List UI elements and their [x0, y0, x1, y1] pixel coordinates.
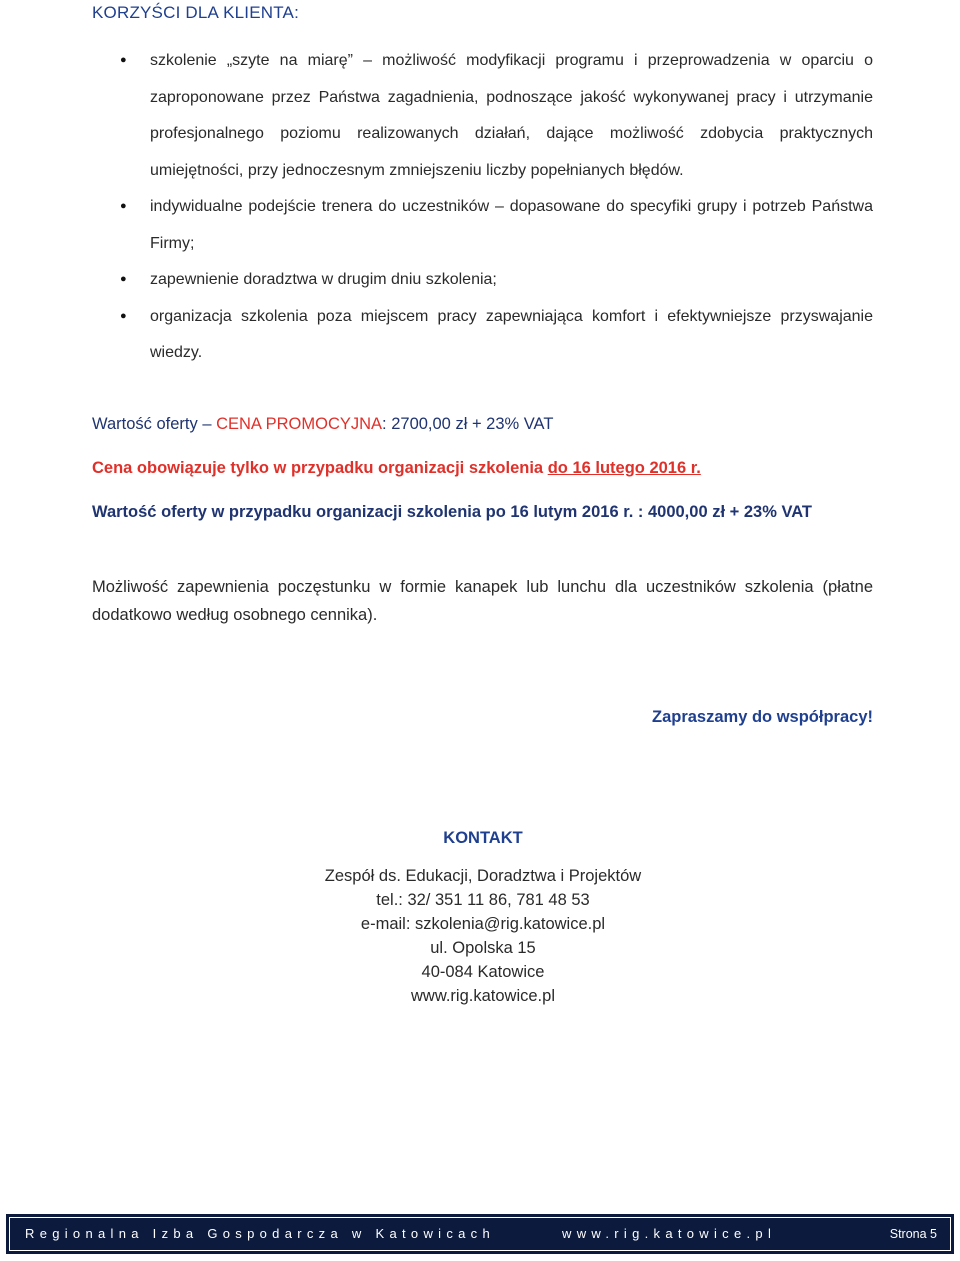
bullet-icon: ●: [120, 54, 127, 66]
list-item: [0, 43, 960, 189]
list-item: [0, 189, 960, 262]
contact-city: 40-084 Katowice: [421, 963, 545, 981]
contact-street: ul. Opolska 15: [430, 939, 536, 957]
list-item: [0, 262, 960, 299]
promo-label: CENA PROMOCYJNA: [216, 415, 383, 433]
footer-page-number: Strona 5: [889, 1227, 937, 1241]
page-footer: [6, 1214, 954, 1254]
catering-note: Możliwość zapewnienia poczęstunku w formie kanapek lub lunchu dla uczestników szkolenia (płatne dodatkowo według osobnego cennika).: [92, 578, 873, 624]
benefit-text: szkolenie „szyte na miarę” – możliwość modyfikacji programu i przeprowadzenia w oparciu o zaproponowane przez Państwa zagadnienia, podnoszące jakość wykonywanej pracy i utrzymanie profesjonalnego poziomu realizowanych działań, dające możliwość zdobycia praktycznych umiejętności, przy jednoczesnym zmniejszeniu liczby popełnianych błędów.: [150, 52, 873, 179]
contact-title: KONTAKT: [443, 829, 523, 847]
contact-team: Zespół ds. Edukacji, Doradztwa i Projektów: [324, 867, 642, 885]
contact-website: www.rig.katowice.pl: [411, 987, 555, 1005]
benefit-text: zapewnienie doradztwa w drugim dniu szkolenia;: [150, 271, 497, 288]
contact-email: e-mail: szkolenia@rig.katowice.pl: [360, 915, 606, 933]
offer-price: : 2700,00 zł + 23% VAT: [382, 415, 554, 433]
bullet-icon: ●: [120, 273, 127, 285]
offer-validity: [92, 459, 882, 478]
footer-website: www.rig.katowice.pl: [562, 1226, 777, 1241]
bullet-icon: ●: [120, 309, 127, 322]
footer-org: Regionalna Izba Gospodarcza w Katowicach: [25, 1226, 495, 1241]
contact-phone: tel.: 32/ 351 11 86, 781 48 53: [376, 891, 590, 909]
offer-after-deadline: Wartość oferty w przypadku organizacji szkolenia po 16 lutym 2016 r. : 4000,00 zł + 23% VAT: [92, 503, 812, 521]
contact-section: [0, 829, 960, 1008]
validity-prefix: Cena obowiązuje tylko w przypadku organizacji szkolenia: [92, 459, 548, 477]
bullet-icon: ●: [120, 200, 127, 212]
benefit-text: organizacja szkolenia poza miejscem pracy zapewniająca komfort i efektywniejsze przyswajanie wiedzy.: [150, 307, 873, 361]
invite-text: Zapraszamy do współpracy!: [652, 708, 873, 726]
benefits-heading: KORZYŚCI DLA KLIENTA:: [92, 3, 299, 22]
benefits-list: [0, 43, 960, 372]
offer-price-line: [92, 415, 882, 434]
validity-date: do 16 lutego 2016 r.: [547, 459, 701, 477]
list-item: [0, 299, 960, 372]
offer-prefix: Wartość oferty –: [92, 415, 217, 433]
benefit-text: indywidualne podejście trenera do uczestników – dopasowane do specyfiki grupy i potrzeb Państwa Firmy;: [150, 198, 873, 252]
